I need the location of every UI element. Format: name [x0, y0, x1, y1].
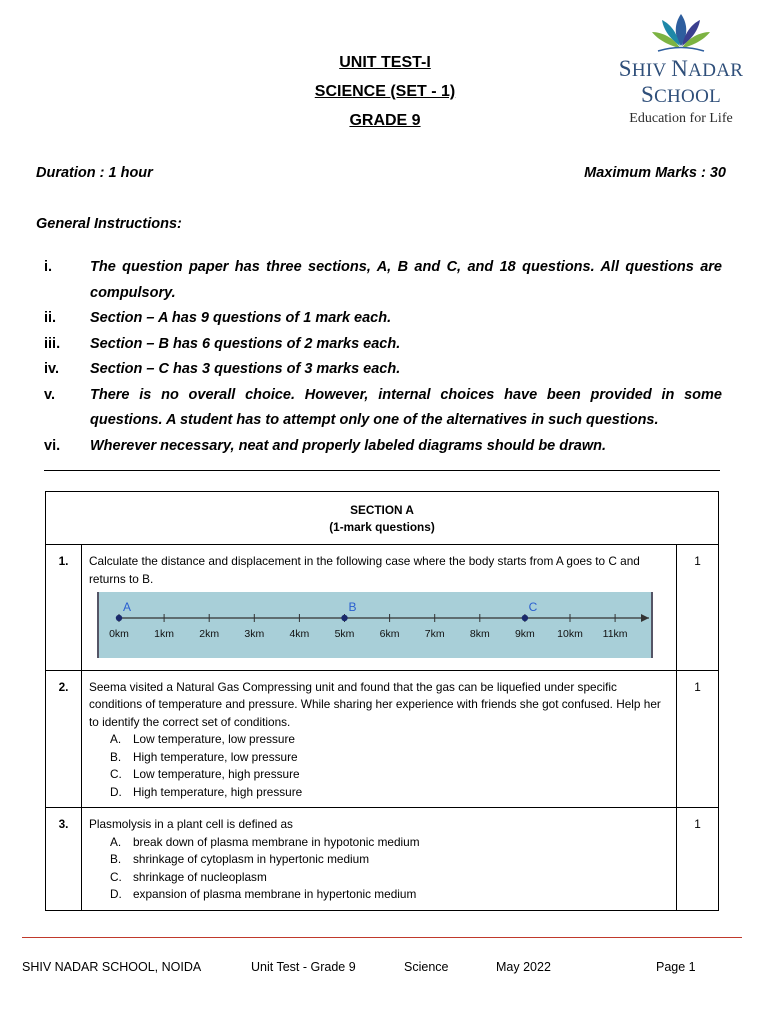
footer-subject: Science — [404, 960, 449, 974]
question-cell — [82, 545, 677, 671]
question-cell — [82, 808, 677, 911]
number-line-point — [341, 615, 347, 621]
footer-school: SHIV NADAR SCHOOL, NOIDA — [22, 960, 202, 974]
question-text: Plasmolysis in a plant cell is defined as — [89, 817, 293, 831]
instruction-item: ii. Section – A has 9 questions of 1 mark each. — [44, 310, 392, 326]
number-line-diagram — [97, 592, 653, 658]
number-line-tick-label: 1km — [154, 628, 175, 640]
footer-page: Page 1 — [656, 960, 696, 974]
question-text: Calculate the distance and displacement in the following case where the body starts from A goes to C and returns to B. — [89, 554, 640, 586]
footer-test: Unit Test - Grade 9 — [251, 960, 356, 974]
question-number: 2. — [46, 670, 82, 808]
option: B. High temperature, low pressure — [110, 749, 298, 764]
question-row — [46, 670, 719, 808]
question-number: 3. — [46, 808, 82, 911]
footer-divider — [22, 937, 742, 938]
number-line-point-label: A — [122, 600, 132, 614]
section-title: SECTION A — [350, 503, 414, 517]
option: B. shrinkage of cytoplasm in hypertonic medium — [110, 852, 370, 866]
number-line-tick-label: 8km — [469, 628, 490, 640]
paper-title: UNIT TEST-I — [339, 54, 431, 71]
question-marks: 1 — [677, 545, 719, 671]
option: C. Low temperature, high pressure — [110, 767, 300, 781]
school-tagline: Education for Life — [629, 111, 733, 126]
instructions-list — [44, 255, 722, 459]
maximum-marks: Maximum Marks : 30 — [584, 165, 726, 181]
paper-title-block — [230, 48, 540, 135]
instruction-item: iii. Section – B has 6 questions of 2 marks each. — [44, 335, 401, 352]
lotus-icon — [650, 10, 712, 54]
question-cell — [82, 670, 677, 808]
option: D. High temperature, high pressure — [110, 784, 303, 799]
number-line-tick-label: 6km — [379, 628, 400, 640]
number-line-tick-label: 9km — [514, 628, 535, 640]
question-row — [46, 808, 719, 911]
number-line-point — [522, 615, 528, 621]
question-marks: 1 — [677, 670, 719, 808]
divider — [44, 470, 720, 471]
instruction-item: iv. Section – C has 3 questions of 3 marks each. — [44, 361, 401, 377]
number-line-tick-label: 10km — [557, 628, 583, 640]
number-line-tick-label: 4km — [289, 628, 310, 640]
number-line-point-label: C — [528, 600, 538, 614]
number-line-background — [97, 592, 653, 658]
instruction-item: i. The question paper has three sections, A, B and C, and 18 questions. All questions are compulsory. — [44, 259, 722, 301]
duration: Duration : 1 hour — [36, 165, 153, 181]
questions-table — [45, 491, 719, 911]
number-line-tick-label: 2km — [199, 628, 220, 640]
number-line-point-label: B — [348, 600, 357, 614]
number-line-tick-label: 0km — [109, 628, 129, 640]
question-marks: 1 — [677, 808, 719, 911]
footer-date: May 2022 — [496, 960, 551, 974]
number-line-point — [116, 615, 122, 621]
number-line-tick-label: 3km — [244, 628, 265, 640]
instruction-item: vi. Wherever necessary, neat and properly labeled diagrams should be drawn. — [44, 437, 606, 454]
section-header — [46, 492, 719, 545]
option: D. expansion of plasma membrane in hypertonic medium — [110, 887, 417, 901]
option: A. break down of plasma membrane in hypotonic medium — [110, 834, 420, 849]
question-row — [46, 545, 719, 671]
number-line-tick-label: 11km — [602, 628, 628, 640]
general-instructions-heading: General Instructions: — [36, 216, 182, 232]
section-subtitle: (1-mark questions) — [329, 520, 435, 534]
option: C. shrinkage of nucleoplasm — [110, 869, 267, 884]
paper-grade: GRADE 9 — [349, 112, 421, 129]
question-text: Seema visited a Natural Gas Compressing unit and found that the gas can be liquefied under specific conditions of temperature and pressure. While sharing her experience with friends she got confused. Help her to identify the correct set of conditions. — [89, 679, 661, 729]
school-name: SHIV NADAR SCHOOL — [618, 56, 744, 107]
number-line-tick-label: 5km — [334, 628, 355, 640]
option: A. Low temperature, low pressure — [110, 732, 295, 746]
school-logo — [598, 10, 764, 126]
number-line-tick-label: 7km — [424, 628, 445, 640]
instruction-item: v. There is no overall choice. However, internal choices have been provided in some questions. A student has to attempt only one of the alternatives in such questions. — [44, 386, 722, 428]
question-number: 1. — [46, 545, 82, 671]
paper-subject: SCIENCE (SET - 1) — [314, 83, 456, 100]
